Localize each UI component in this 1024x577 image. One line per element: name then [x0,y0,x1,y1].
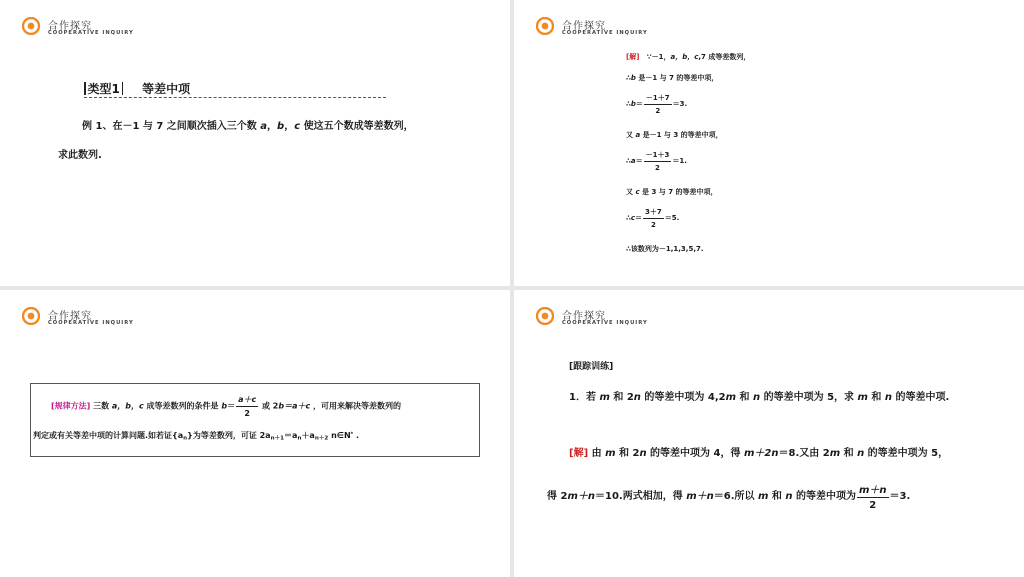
header-subtitle: COOPERATIVE INQUIRY [562,320,648,326]
answer-line-1: [解] 由 m 和 2n 的等差中项为 4，得 m＋2n＝8.又由 2m 和 n 的等差中项为 5， [569,448,949,459]
method-box [30,383,480,457]
slide-1[interactable] [0,0,510,286]
type-label: 类型1 [87,82,120,96]
example-text-line1: 例 1、在－1 与 7 之间顺次插入三个数 a，b，c 使这五个数成等差数列， [82,121,414,132]
solution-line-2: ∴b 是－1 与 7 的等差中项， [626,74,719,82]
tracking-heading: [跟踪训练] [569,362,614,372]
logo-icon [536,307,554,325]
fraction: $\frac{3+7}{2}$ [645,208,662,229]
slide-3[interactable] [0,290,510,577]
header-subtitle: COOPERATIVE INQUIRY [48,30,134,36]
slide-2[interactable] [514,0,1024,286]
type-heading [82,80,190,97]
fraction: $\frac{m+n}{2}$ [857,481,889,511]
solution-line-3: ∴b＝ $\frac{-1+7}{2}$ ＝3. [626,94,688,115]
header-title: 合作探究 [48,311,92,322]
header-title: 合作探究 [48,21,92,32]
answer-line-2: 得 2m＋n＝10.两式相加，得 m＋n＝6.所以 m 和 n 的等差中项为 $\frac{m+n}{2}$ ＝3. [547,481,910,511]
logo-icon [22,17,40,35]
type-name: 等差中项 [142,82,191,96]
logo-icon [536,17,554,35]
example-text-line2: 求此数列. [58,150,102,161]
logo-icon [22,307,40,325]
method-line-1: [规律方法] 三数 a，b，c 成等差数列的条件是 b＝ $\frac{a+c}{2}$ 或 2b＝a＋c ，可用来解决等差数列的 [51,395,402,418]
header-subtitle: COOPERATIVE INQUIRY [562,30,648,36]
solution-line-1: [解] ∵－1，a，b，c,7 成等差数列， [626,53,751,61]
method-line-2: 判定或有关等差中项的计算问题.如若证$\{a_n\}$为等差数列，可证 $2a_{n+1}=a_n+a_{n+2}$ n∈N* . [33,431,360,442]
question-text: 1．若 m 和 2n 的等差中项为 4,2m 和 n 的等差中项为 5，求 m 和 n 的等差中项. [569,392,950,403]
header-title: 合作探究 [562,311,606,322]
fraction: $\frac{-1+3}{2}$ [645,151,670,172]
method-tag: [规律方法] [51,401,91,411]
solution-line-7: ∴c＝ $\frac{3+7}{2}$ ＝5. [626,208,680,229]
solution-line-8: ∴该数列为－1,1,3,5,7. [626,245,704,253]
dashed-divider [84,97,386,98]
header-subtitle: COOPERATIVE INQUIRY [48,320,134,326]
answer-tag: [解] [569,448,589,459]
fraction: $\frac{a+c}{2}$ [238,395,257,418]
solution-line-6: 又 c 是 3 与 7 的等差中项， [626,188,718,196]
solution-line-4: 又 a 是－1 与 3 的等差中项， [626,131,723,139]
header-title: 合作探究 [562,21,606,32]
fraction: $\frac{-1+7}{2}$ [645,94,670,115]
slide-4[interactable] [514,290,1024,577]
solution-line-5: ∴a＝ $\frac{-1+3}{2}$ ＝1. [626,151,687,172]
solution-tag: [解] [626,53,640,61]
